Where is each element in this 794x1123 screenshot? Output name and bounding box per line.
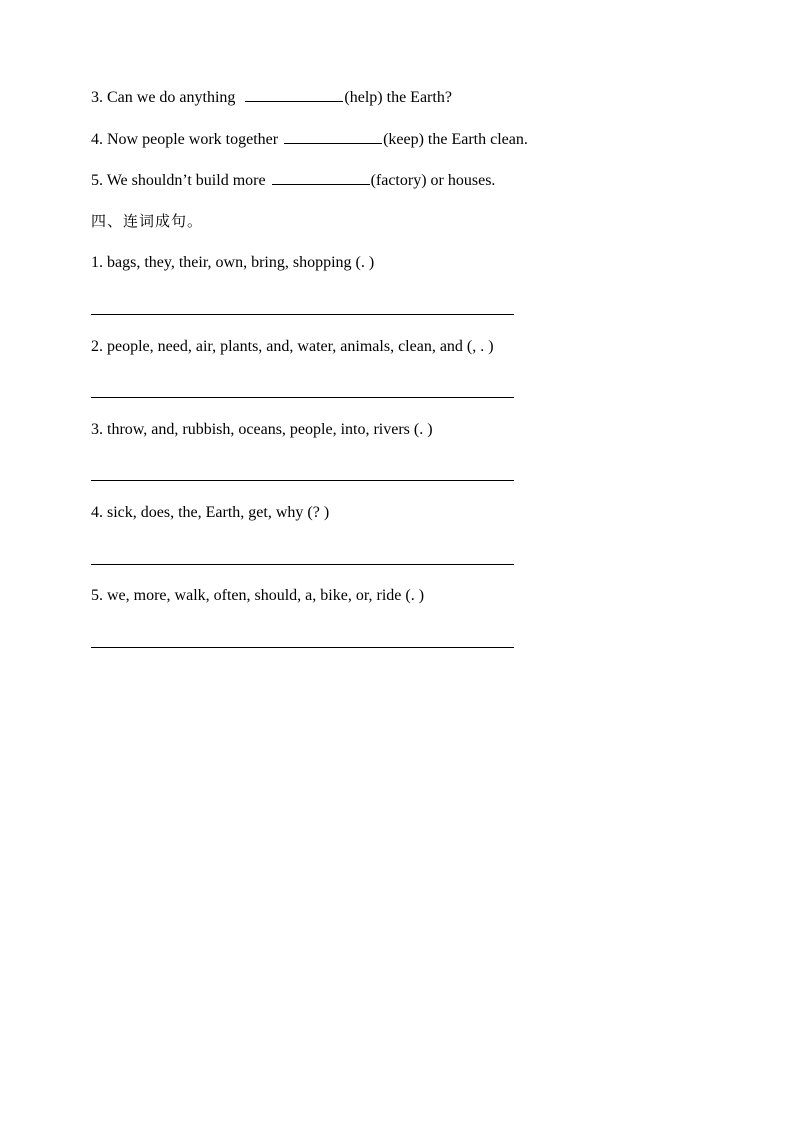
answer-blank[interactable]	[245, 87, 343, 102]
item-number: 5.	[91, 172, 103, 189]
fill-blank-item-5	[91, 170, 495, 191]
reorder-item-2: 2. people, need, air, plants, and, water, animals, clean, and (, . )	[91, 338, 494, 355]
item-text-before: Can we do anything	[107, 89, 236, 106]
answer-line-5[interactable]	[91, 647, 514, 648]
section-heading: 四、连词成句。	[91, 212, 204, 230]
item-hint: (help)	[344, 89, 383, 106]
reorder-item-1: 1. bags, they, their, own, bring, shopping (. )	[91, 254, 375, 271]
answer-line-2[interactable]	[91, 397, 514, 398]
item-text-after: the Earth clean.	[427, 131, 528, 148]
answer-blank[interactable]	[272, 170, 370, 185]
fill-blank-item-3	[91, 87, 452, 108]
item-text-before: We shouldn’t build more	[106, 172, 266, 189]
item-hint: (keep)	[383, 131, 424, 148]
item-number: 3.	[91, 89, 103, 106]
answer-line-1[interactable]	[91, 314, 514, 315]
item-hint: (factory)	[370, 172, 427, 189]
answer-blank[interactable]	[284, 129, 382, 144]
reorder-item-5: 5. we, more, walk, often, should, a, bike, or, ride (. )	[91, 587, 425, 604]
item-number: 4.	[91, 131, 103, 148]
answer-line-3[interactable]	[91, 480, 514, 481]
answer-line-4[interactable]	[91, 564, 514, 565]
reorder-item-4: 4. sick, does, the, Earth, get, why (? )	[91, 504, 330, 521]
fill-blank-item-4	[91, 129, 528, 150]
item-text-after: or houses.	[430, 172, 496, 189]
item-text-before: Now people work together	[107, 131, 279, 148]
reorder-item-3: 3. throw, and, rubbish, oceans, people, into, rivers (. )	[91, 421, 433, 438]
item-text-after: the Earth?	[386, 89, 452, 106]
